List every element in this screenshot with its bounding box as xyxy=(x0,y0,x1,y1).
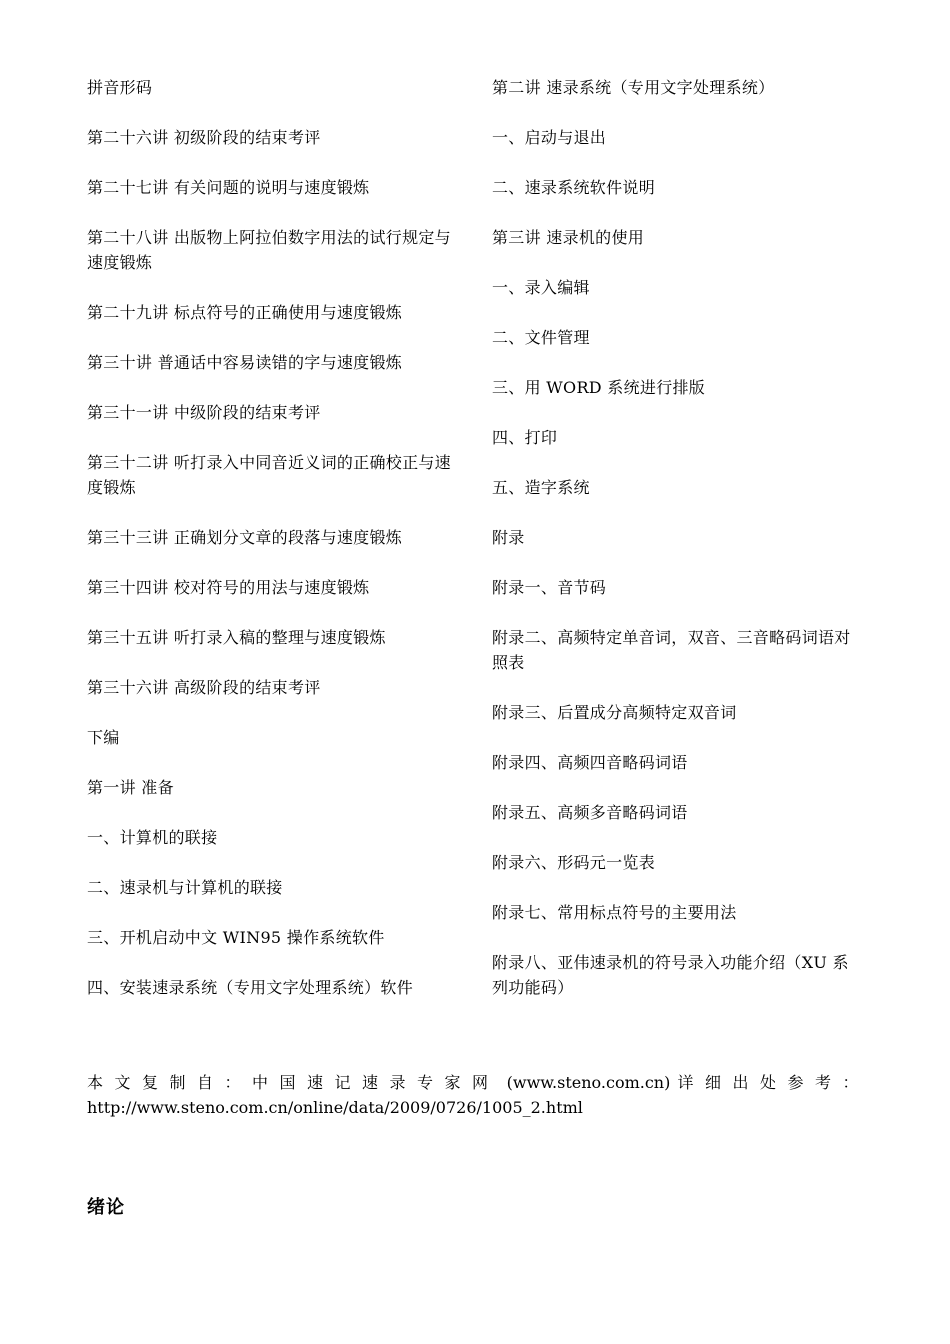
toc-entry: 一、启动与退出 xyxy=(492,128,607,147)
toc-entry: 五、造字系统 xyxy=(492,478,590,497)
toc-entry: 二、文件管理 xyxy=(492,328,590,347)
toc-entry: 第三十四讲 校对符号的用法与速度锻炼 xyxy=(87,578,370,597)
toc-entry: 四、打印 xyxy=(492,428,558,447)
toc-entry: 一、录入编辑 xyxy=(492,278,590,297)
toc-entry: 二、速录机与计算机的联接 xyxy=(87,878,283,897)
toc-entry: 附录四、高频四音略码词语 xyxy=(492,753,688,772)
toc-entry: 第三十讲 普通话中容易读错的字与速度锻炼 xyxy=(87,353,403,372)
toc-entry: 第一讲 准备 xyxy=(87,778,174,797)
toc-entry: 附录三、后置成分高频特定双音词 xyxy=(492,703,737,722)
toc-entry: 附录二、高频特定单音词，双音、三音略码词语对照表 xyxy=(492,628,851,672)
source-ref-label: 详细出处参考： xyxy=(677,1073,870,1092)
toc-entry: 第二十八讲 出版物上阿拉伯数字用法的试行规定与速度锻炼 xyxy=(87,228,451,272)
toc-entry: 附录八、亚伟速录机的符号录入功能介绍（XU 系列功能码） xyxy=(492,953,849,997)
toc-entry: 一、计算机的联接 xyxy=(87,828,218,847)
toc-entry: 第三十一讲 中级阶段的结束考评 xyxy=(87,403,321,422)
toc-entry: 四、安装速录系统（专用文字处理系统）软件 xyxy=(87,978,414,997)
toc-entry: 第三十六讲 高级阶段的结束考评 xyxy=(87,678,321,697)
section-heading: 绪论 xyxy=(87,1197,125,1218)
toc-entry: 三、开机启动中文 WIN95 操作系统软件 xyxy=(87,928,385,947)
toc-entry: 第三讲 速录机的使用 xyxy=(492,228,645,247)
toc-right-column xyxy=(492,75,864,1025)
toc-entry: 附录一、音节码 xyxy=(492,578,607,597)
source-attribution xyxy=(87,1070,870,1120)
toc-entry: 第三十五讲 听打录入稿的整理与速度锻炼 xyxy=(87,628,386,647)
toc-entry: 第三十三讲 正确划分文章的段落与速度锻炼 xyxy=(87,528,403,547)
source-line xyxy=(87,1070,870,1095)
toc-entry: 第三十二讲 听打录入中同音近义词的正确校正与速度锻炼 xyxy=(87,453,451,497)
toc-entry: 附录六、形码元一览表 xyxy=(492,853,656,872)
toc-entry: 第二讲 速录系统（专用文字处理系统） xyxy=(492,78,775,97)
source-url-link[interactable]: http://www.steno.com.cn/online/data/2009/0726/1005_2.html xyxy=(87,1098,583,1117)
toc-left-column xyxy=(87,75,459,1025)
source-prefix: 本文复制自：中国速记速录专家网 xyxy=(87,1073,500,1092)
toc-entry: 三、用 WORD 系统进行排版 xyxy=(492,378,706,397)
toc-entry: 第二十六讲 初级阶段的结束考评 xyxy=(87,128,321,147)
toc-entry: 第二十九讲 标点符号的正确使用与速度锻炼 xyxy=(87,303,403,322)
toc-entry: 二、速录系统软件说明 xyxy=(492,178,656,197)
toc-entry: 第二十七讲 有关问题的说明与速度锻炼 xyxy=(87,178,370,197)
toc-entry: 拼音形码 xyxy=(87,78,153,97)
toc-entry: 附录七、常用标点符号的主要用法 xyxy=(492,903,737,922)
toc-section-heading: 附录 xyxy=(492,528,525,547)
source-site: (www.steno.com.cn) xyxy=(506,1073,671,1092)
toc-entry: 附录五、高频多音略码词语 xyxy=(492,803,688,822)
toc-section-heading: 下编 xyxy=(87,728,120,747)
